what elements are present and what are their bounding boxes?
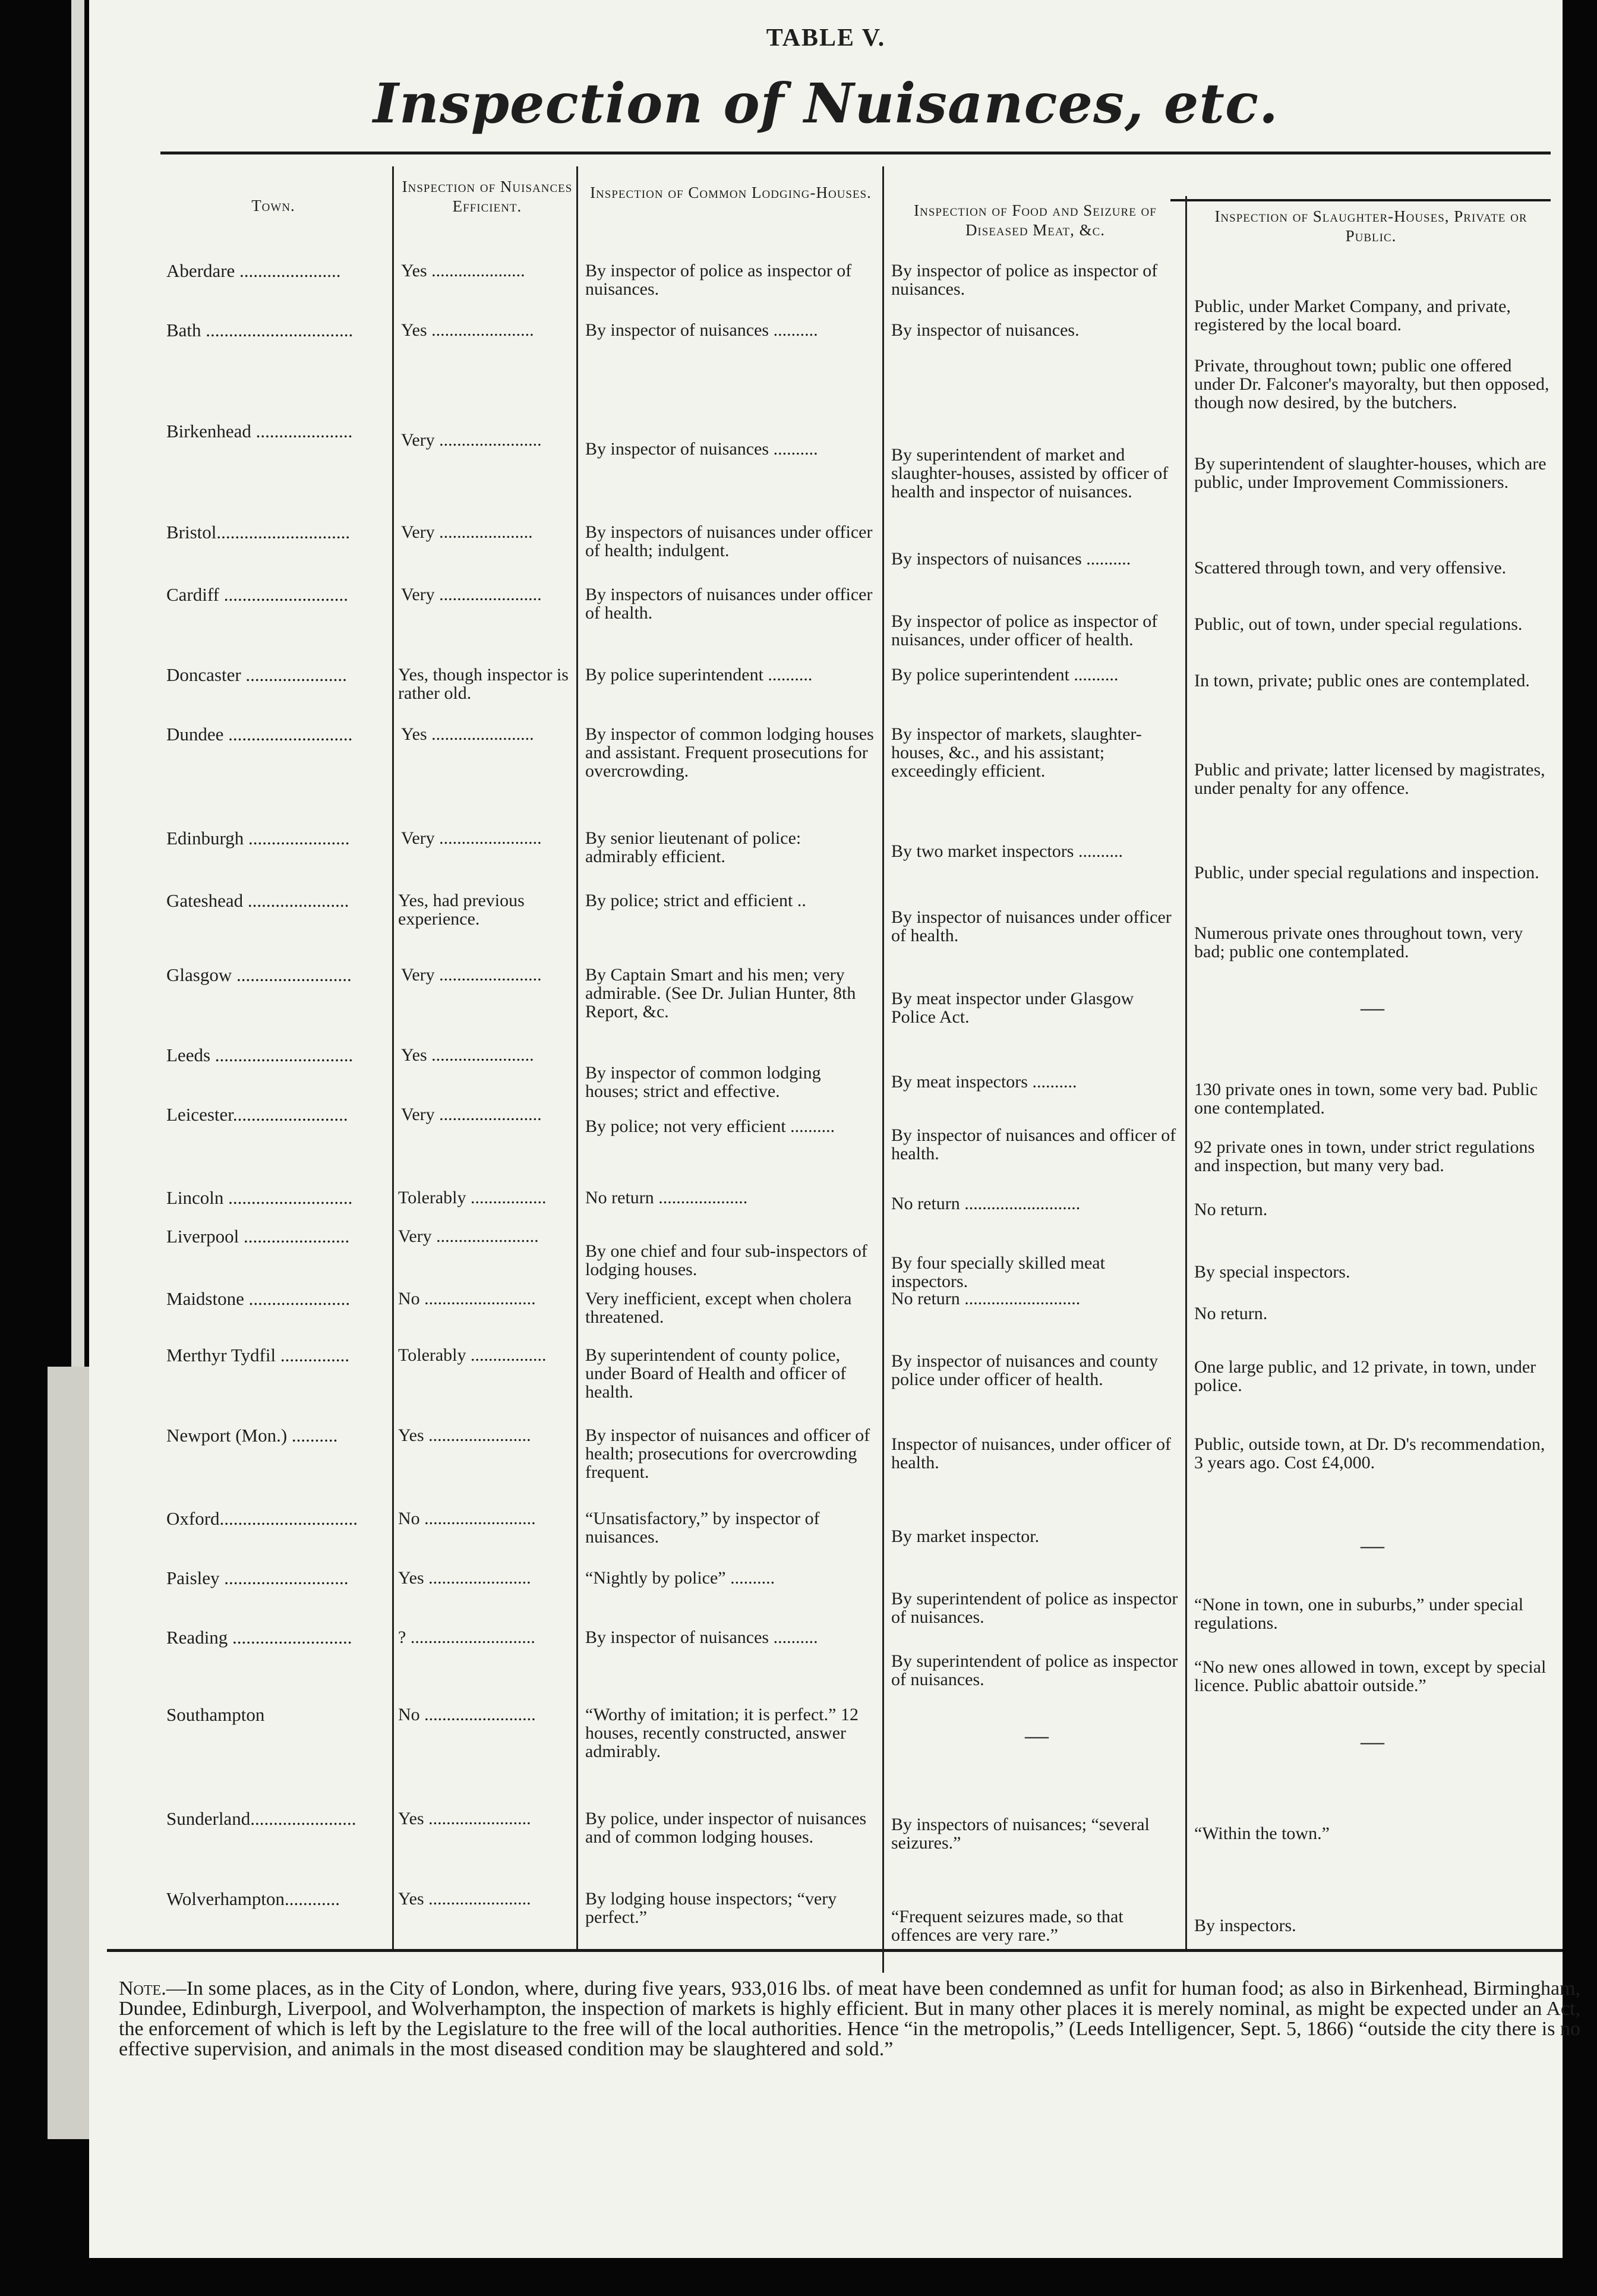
cell-lodging: By inspector of nuisances .......... bbox=[585, 439, 818, 459]
cell-lodging: By police; strict and efficient .. bbox=[585, 891, 806, 910]
cell-efficient: Yes ....................... bbox=[401, 1045, 534, 1065]
cell-town: Gateshead ...................... bbox=[166, 890, 349, 911]
header-lodging: Inspection of Common Lodging-Houses. bbox=[590, 184, 872, 201]
cell-town: Glasgow ......................... bbox=[166, 964, 352, 985]
cell-slaughter: Public, under Market Company, and private, registered by the local board. bbox=[1194, 297, 1511, 335]
cell-slaughter: Numerous private ones throughout town, very bad; public one contemplated. bbox=[1194, 923, 1523, 961]
cell-lodging: By superintendent of county police, under Board of Health and officer of health. bbox=[585, 1345, 847, 1402]
cell-lodging: No return .................... bbox=[585, 1188, 748, 1207]
cell-food: By two market inspectors .......... bbox=[891, 841, 1123, 861]
cell-efficient: Yes ....................... bbox=[401, 724, 534, 744]
cell-food: No return .......................... bbox=[891, 1194, 1081, 1213]
cell-food: — bbox=[1025, 1722, 1049, 1749]
cell-efficient: No ......................... bbox=[398, 1509, 536, 1528]
top-rule bbox=[160, 152, 1551, 154]
cell-town: Leeds .............................. bbox=[166, 1045, 354, 1065]
cell-town: Sunderland....................... bbox=[166, 1808, 356, 1829]
cell-lodging: By police, under inspector of nuisances and of common lodging houses. bbox=[585, 1809, 867, 1847]
cell-lodging: “Unsatisfactory,” by inspector of nuisances. bbox=[585, 1509, 820, 1547]
cell-lodging: By inspectors of nuisances under officer of health. bbox=[585, 585, 873, 623]
cell-town: Aberdare ...................... bbox=[166, 260, 341, 281]
cell-food: No return .......................... bbox=[891, 1289, 1081, 1308]
cell-food: By inspector of nuisances. bbox=[891, 320, 1080, 340]
cell-food: By meat inspector under Glasgow Police Act. bbox=[891, 989, 1134, 1027]
cell-slaughter: — bbox=[1361, 994, 1384, 1021]
cell-town: Paisley ........................... bbox=[166, 1568, 349, 1588]
cell-town: Lincoln ........................... bbox=[166, 1187, 353, 1208]
cell-town: Reading .......................... bbox=[166, 1627, 352, 1648]
footnote bbox=[119, 1979, 1580, 2060]
cell-town: Oxford.............................. bbox=[166, 1508, 358, 1529]
cell-food: By superintendent of police as inspector of nuisances. bbox=[891, 1589, 1178, 1627]
cell-slaughter: One large public, and 12 private, in town, under police. bbox=[1194, 1357, 1536, 1395]
table-label: TABLE V. bbox=[766, 24, 886, 52]
cell-lodging: Very inefficient, except when cholera threatened. bbox=[585, 1289, 852, 1327]
cell-efficient: Very ....................... bbox=[401, 965, 542, 985]
cell-food: By meat inspectors .......... bbox=[891, 1072, 1077, 1092]
cell-slaughter: By inspectors. bbox=[1194, 1916, 1296, 1935]
cell-lodging: By police; not very efficient .......... bbox=[585, 1117, 835, 1136]
cell-slaughter: No return. bbox=[1194, 1304, 1268, 1323]
cell-town: Liverpool ....................... bbox=[166, 1226, 350, 1247]
cell-efficient: Yes ....................... bbox=[398, 1568, 531, 1588]
bottom-rule bbox=[107, 1949, 1563, 1952]
cell-slaughter: — bbox=[1361, 1532, 1384, 1559]
cell-food: By inspector of nuisances under officer of health. bbox=[891, 907, 1172, 945]
cell-lodging: “Worthy of imitation; it is perfect.” 12 houses, recently constructed, answer admirably. bbox=[585, 1705, 859, 1761]
cell-food: By inspector of police as inspector of nuisances. bbox=[891, 261, 1158, 299]
cell-slaughter: Scattered through town, and very offensive. bbox=[1194, 558, 1507, 578]
cell-food: By market inspector. bbox=[891, 1527, 1040, 1546]
cell-efficient: Very ....................... bbox=[401, 430, 542, 450]
cell-slaughter: “None in town, one in suburbs,” under special regulations. bbox=[1194, 1595, 1524, 1633]
cell-town: Bristol............................. bbox=[166, 522, 351, 543]
cell-efficient: Yes ....................... bbox=[398, 1809, 531, 1828]
cell-efficient: No ......................... bbox=[398, 1289, 536, 1308]
cell-food: By inspector of police as inspector of nuisances, under officer of health. bbox=[891, 611, 1158, 649]
cell-town: Dundee ........................... bbox=[166, 724, 353, 745]
cell-town: Wolverhampton............ bbox=[166, 1888, 340, 1909]
cell-slaughter: Public and private; latter licensed by magistrates, under penalty for any offence. bbox=[1194, 760, 1545, 798]
header-rule-right bbox=[1170, 199, 1551, 201]
cell-slaughter: — bbox=[1361, 1728, 1384, 1755]
cell-food: By superintendent of police as inspector of nuisances. bbox=[891, 1651, 1178, 1689]
column-rule-2 bbox=[576, 166, 578, 1949]
cell-efficient: Yes, had previous experience. bbox=[398, 891, 525, 929]
cell-slaughter: Public, under special regulations and inspection. bbox=[1194, 863, 1539, 882]
cell-lodging: By inspector of nuisances and officer of health; prosecutions for overcrowding frequent. bbox=[585, 1425, 870, 1482]
page-edge-lower bbox=[48, 1367, 89, 2139]
cell-town: Southampton bbox=[166, 1704, 265, 1725]
cell-efficient: ? ............................ bbox=[398, 1628, 535, 1647]
cell-slaughter: No return. bbox=[1194, 1200, 1268, 1219]
cell-lodging: “Nightly by police” .......... bbox=[585, 1568, 775, 1588]
header-slaughter: Inspection of Slaughter-Houses, Private or Public. bbox=[1214, 207, 1527, 245]
cell-lodging: By inspector of police as inspector of nuisances. bbox=[585, 261, 852, 299]
cell-efficient: Yes ....................... bbox=[401, 320, 534, 340]
cell-town: Merthyr Tydfil ............... bbox=[166, 1345, 350, 1365]
cell-slaughter: Public, out of town, under special regulations. bbox=[1194, 614, 1523, 634]
column-rule-4 bbox=[1185, 196, 1187, 1949]
cell-slaughter: “No new ones allowed in town, except by special licence. Public abattoir outside.” bbox=[1194, 1657, 1546, 1695]
cell-efficient: Tolerably ................. bbox=[398, 1345, 547, 1365]
cell-food: By inspector of markets, slaughter-houses, &c., and his assistant; exceedingly efficient. bbox=[891, 724, 1142, 781]
page-edge bbox=[71, 0, 84, 1384]
cell-food: By inspector of nuisances and county police under officer of health. bbox=[891, 1351, 1159, 1389]
cell-food: “Frequent seizures made, so that offences are very rare.” bbox=[891, 1907, 1123, 1945]
cell-food: By inspectors of nuisances; “several seizures.” bbox=[891, 1815, 1150, 1853]
cell-food: By four specially skilled meat inspectors. bbox=[891, 1253, 1105, 1291]
cell-efficient: Very ....................... bbox=[398, 1226, 539, 1246]
header-efficient: Inspection of Nuisances Efficient. bbox=[402, 178, 573, 215]
cell-efficient: Yes, though inspector is rather old. bbox=[398, 665, 569, 703]
cell-town: Cardiff ........................... bbox=[166, 584, 348, 605]
cell-lodging: By Captain Smart and his men; very admirable. (See Dr. Julian Hunter, 8th Report, &c. bbox=[585, 965, 856, 1021]
page-title: Inspection of Nuisances, etc. bbox=[373, 71, 1279, 135]
column-rule-3 bbox=[882, 166, 884, 1973]
cell-slaughter: 92 private ones in town, under strict regulations and inspection, but many very bad. bbox=[1194, 1137, 1535, 1175]
cell-lodging: By one chief and four sub-inspectors of lodging houses. bbox=[585, 1241, 867, 1279]
cell-efficient: No ......................... bbox=[398, 1705, 536, 1724]
cell-food: By police superintendent .......... bbox=[891, 665, 1119, 685]
cell-lodging: By inspector of common lodging houses and assistant. Frequent prosecutions for overcrowding. bbox=[585, 724, 874, 781]
cell-town: Maidstone ...................... bbox=[166, 1288, 351, 1309]
cell-food: By inspectors of nuisances .......... bbox=[891, 549, 1131, 569]
cell-town: Newport (Mon.) .......... bbox=[166, 1425, 338, 1446]
cell-town: Doncaster ...................... bbox=[166, 664, 347, 685]
cell-slaughter: In town, private; public ones are contemplated. bbox=[1194, 671, 1530, 690]
cell-slaughter: 130 private ones in town, some very bad. Public one contemplated. bbox=[1194, 1080, 1538, 1118]
header-food: Inspection of Food and Seizure of Diseased Meat, &c. bbox=[914, 201, 1157, 239]
cell-town: Leicester......................... bbox=[166, 1104, 348, 1125]
header-town: Town. bbox=[251, 197, 295, 215]
footnote-lead: Note. bbox=[119, 1978, 166, 1999]
cell-efficient: Very ....................... bbox=[401, 828, 542, 848]
cell-efficient: Very ....................... bbox=[401, 1105, 542, 1124]
cell-efficient: Very ..................... bbox=[401, 522, 533, 542]
cell-efficient: Very ....................... bbox=[401, 585, 542, 604]
cell-food: Inspector of nuisances, under officer of health. bbox=[891, 1434, 1171, 1472]
cell-town: Bath ................................ bbox=[166, 320, 354, 340]
cell-lodging: By lodging house inspectors; “very perfect.” bbox=[585, 1889, 837, 1927]
cell-slaughter: “Within the town.” bbox=[1194, 1824, 1330, 1843]
cell-lodging: By inspector of common lodging houses; strict and effective. bbox=[585, 1063, 821, 1101]
cell-town: Edinburgh ...................... bbox=[166, 828, 350, 849]
cell-efficient: Yes ..................... bbox=[401, 261, 525, 280]
cell-slaughter: Private, throughout town; public one offered under Dr. Falconer's mayoralty, but then opposed, though now desired, by the butchers. bbox=[1194, 356, 1549, 412]
cell-lodging: By senior lieutenant of police: admirably efficient. bbox=[585, 828, 801, 866]
cell-lodging: By police superintendent .......... bbox=[585, 665, 813, 685]
cell-efficient: Yes ....................... bbox=[398, 1425, 531, 1445]
cell-lodging: By inspector of nuisances .......... bbox=[585, 1628, 818, 1647]
cell-efficient: Yes ....................... bbox=[398, 1889, 531, 1909]
document-page bbox=[89, 0, 1580, 2258]
cell-slaughter: By superintendent of slaughter-houses, which are public, under Improvement Commissioners. bbox=[1194, 454, 1546, 492]
cell-food: By inspector of nuisances and officer of health. bbox=[891, 1125, 1176, 1163]
column-rule-1 bbox=[392, 166, 394, 1949]
cell-lodging: By inspector of nuisances .......... bbox=[585, 320, 818, 340]
footnote-text: —In some places, as in the City of London, where, during five years, 933,016 lbs. of meat have been condemned as unfit for human food; as also in Birkenhead, Birmingham, Dundee, Edinburgh, Liverpool, and Wolverhampton, the inspection of markets is highly efficient. But in many other places it is merely nominal, as might be expected under an Act, the enforcement of which is left by the Legislature to the free will of the local authorities. Hence “in the metropolis,” (Leeds Intelligencer, Sept. 5, 1866) “outside the city there is no effective supervision, and animals in the most diseased condition may be slaughtered and sold.” bbox=[119, 1978, 1580, 2060]
cell-slaughter: By special inspectors. bbox=[1194, 1262, 1350, 1282]
cell-town: Birkenhead ..................... bbox=[166, 421, 353, 441]
cell-slaughter: Public, outside town, at Dr. D's recommendation, 3 years ago. Cost £4,000. bbox=[1194, 1434, 1545, 1472]
cell-food: By superintendent of market and slaughter-houses, assisted by officer of health and inspector of nuisances. bbox=[891, 445, 1169, 502]
cell-efficient: Tolerably ................. bbox=[398, 1188, 547, 1207]
cell-lodging: By inspectors of nuisances under officer of health; indulgent. bbox=[585, 522, 873, 560]
